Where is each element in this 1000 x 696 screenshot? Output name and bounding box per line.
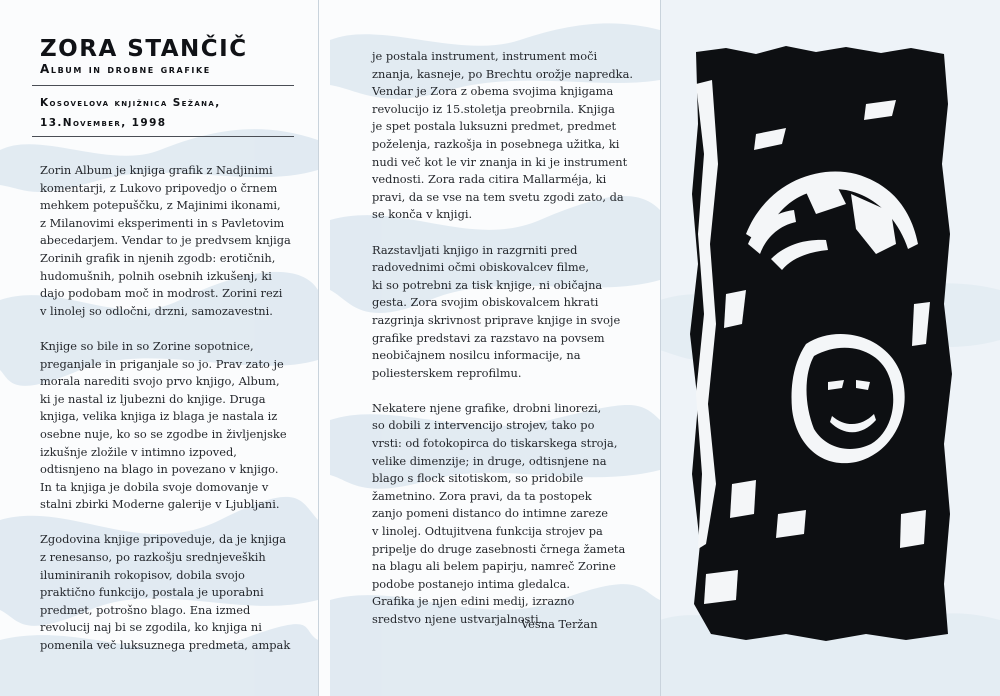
page-subtitle: Album in drobne grafike <box>40 62 211 76</box>
fold-line-left <box>318 0 319 696</box>
venue-block <box>40 93 221 133</box>
left-text-column <box>40 162 295 655</box>
paragraph: Zgodovina knjige pripoveduje, da je knjiga z renesanso, po razkošju srednjeveških iluminiranih rokopisov, dobila svojo praktično funkcijo, postala je uporabni predmet, potrošno blago. Ena izmed revolucij naj bi se zgodila, ko knjiga ni pomenila več luksuznega predmeta, ampak <box>40 532 291 653</box>
header-rule-bottom <box>32 136 294 137</box>
venue-name: Kosovelova knjižnica Sežana, <box>40 97 221 109</box>
fold-line-right <box>660 0 661 696</box>
paragraph: Zorin Album je knjiga grafik z Nadjinimi komentarji, z Lukovo pripovedjo o črnem mehkem potepuščku, z Majinimi ikonami, z Milanovimi eksperimenti in s Pavletovim abecedarjem. Vendar to je predvsem knjiga Zorinih grafik in njenih zgodb: erotičnih, hudomušnih, polnih osebnih izkušenj, ki dajo podobam moč in modrost. Zorini rezi v linolej so odločni, drzni, samozavestni. <box>40 163 291 318</box>
paragraph: Nekatere njene grafike, drobni linorezi, so dobili z intervencijo strojev, tako po vrsti: od fotokopirca do tiskarskega stroja, velike dimenzije; in druge, odtisnjene na blago s flock sitotiskom, so pridobile žametnino. Zora pravi, da ta postopek zanjo pomeni distanco do intimne zareze v linolej. Odtujitvena funkcija strojev pa pripelje do druge zasebnosti črnega žameta na blagu ali belem papirju, namreč Zorine podobe postanejo intima gledalca. Grafika je njen edini medij, izrazno sredstvo njene ustvarjalnosti. <box>372 400 626 626</box>
middle-text-column <box>372 48 637 629</box>
linocut-print-image <box>686 44 956 642</box>
venue-date: 13.November, 1998 <box>40 117 167 129</box>
paragraph: Knjige so bile in so Zorine sopotnice, preganjale in priganjale so jo. Prav zato je morala narediti svojo prvo knjigo, Album, ki je nastal iz ljubezni do knjige. Druga knjiga, velika knjiga iz blaga je nastala iz osebne nuje, ko so se zgodbe in življenjske izkušnje zložile v intimno izpoved, odtisnjeno na blago in povezano v knjigo. In ta knjiga je dobila svoje domovanje v stalni zbirki Moderne galerije v Ljubljani. <box>40 338 287 512</box>
author-signature: Vesna Teržan <box>521 617 598 631</box>
header-rule-top <box>32 85 294 86</box>
paragraph: Razstavljati knjigo in razgrniti pred radovednimi očmi obiskovalcev filme, ki so potrebni za tisk knjige, ni običajna gesta. Zora svojim obiskovalcem hkrati razgrinja skrivnost priprave knjige in svoje grafike predstavi za razstavo na povsem neobičajnem nosilcu informacije, na poliesterskem reprofilmu. <box>372 242 621 380</box>
paragraph: je postala instrument, instrument moči znanja, kasneje, po Brechtu orožje napredka. Vendar je Zora z obema svojima knjigama revolucijo iz 15.stoletja preobrnila. Knjiga je spet postala luksuzni predmet, predmet poželenja, razkošja in posebnega užitka, ki nudi več kot le vir znanja in ki je instrument vednosti. Zora rada citira Mallarméja, ki pravi, da se vse na tem svetu zgodi zato, da se konča v knjigi. <box>372 49 634 222</box>
page-title: ZORA STANČIČ <box>40 36 248 62</box>
